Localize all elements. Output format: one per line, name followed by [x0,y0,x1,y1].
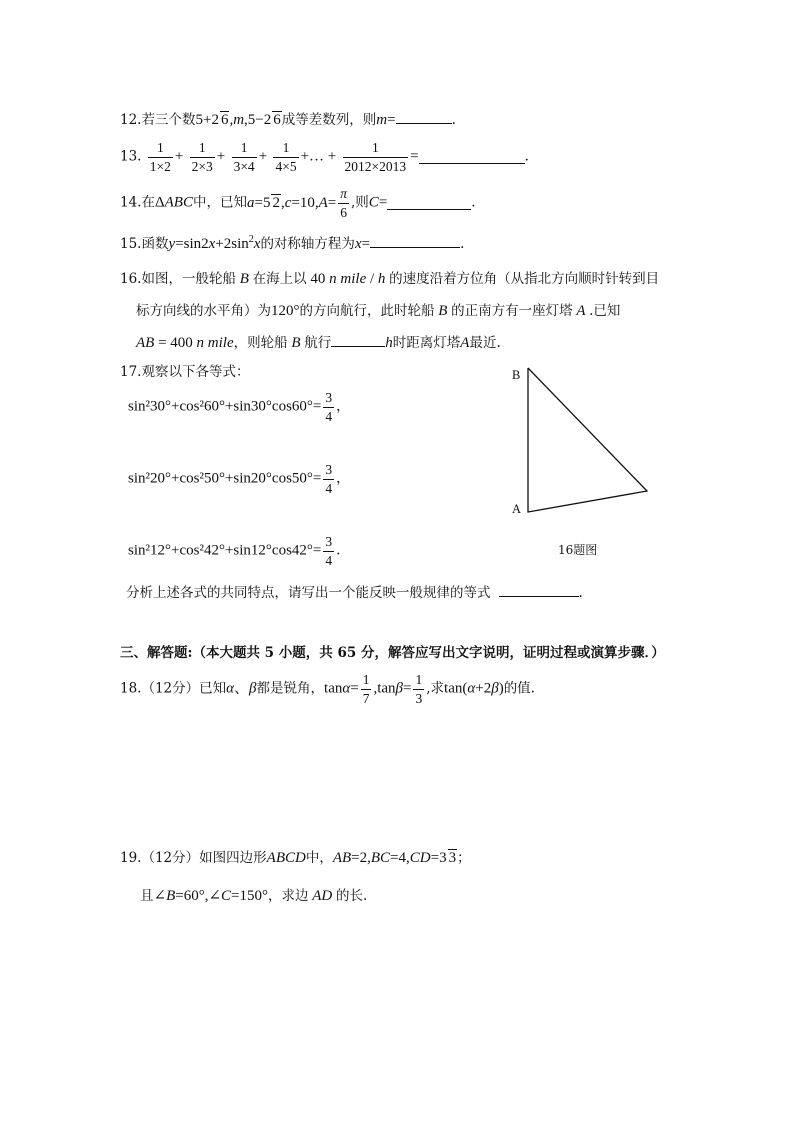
triangle-outline [528,368,647,512]
fraction: $\frac{3}{4}$ [325,534,333,568]
fraction: $\frac{1}{2012\times 2013}$ [344,140,407,174]
question-16-line-1: 16.如图，一般轮船 B 在海上以 40 n mile / h 的速度沿着方位角（从指北方向顺时针转到目 [120,271,660,287]
fraction: $\frac{3}{4}$ [325,462,333,496]
answer-blank[interactable] [387,197,471,210]
fraction: $\frac{1}{7}$ [362,672,370,706]
question-13: 13. $\frac{1}{1\times 2}$ + $\frac{1}{2\times 3}$ + $\frac{1}{3\times 4}$ + $\frac{1}{4\times 5}$ +… + $\frac{1}{2012\times 2013}$ = . [120,140,529,174]
answer-blank[interactable] [499,584,579,597]
question-18: 18.（12分）已知α、β都是锐角，tanα= $\frac{1}{7}$ ,tanβ= $\frac{1}{3}$ ,求tan(α+2β)的值. [120,672,535,706]
question-16-line-3: AB = 400 n mile，则轮船 B 航行 h时距离灯塔A最近. [136,335,501,351]
fraction: $\frac{\pi}{6}$ [340,186,347,220]
equation-3: sin²12°+cos²42°+sin12°cos42°= $\frac{3}{4}$ . [128,534,341,568]
answer-blank[interactable] [331,334,385,347]
fraction: $\frac{1}{3\times 4}$ [233,140,255,174]
answer-blank[interactable] [419,151,525,164]
vertex-label-b: B [512,368,521,382]
question-17-analysis: 分析上述各式的共同特点，请写出一个能反映一般规律的等式 . [126,585,583,601]
question-17-intro: 17.观察以下各等式： [120,364,250,380]
vertex-label-a: A [512,502,522,516]
fraction: $\frac{1}{3}$ [415,672,423,706]
question-16-line-2: 标方向线的水平角）为120°的方向航行，此时轮船 B 的正南方有一座灯塔 A .已知 [136,303,621,319]
question-12: 12.若三个数5+2 6,m,5−2 6成等差数列，则m= . [120,112,456,128]
fraction: $\frac{1}{1\times 2}$ [149,140,171,174]
triangle-figure [520,362,660,522]
equation-2: sin²20°+cos²50°+sin20°cos50°= $\frac{3}{4}$ ， [128,462,350,496]
equation-1: sin²30°+cos²60°+sin30°cos60°= $\frac{3}{4}$ ， [128,390,350,424]
fraction: $\frac{1}{2\times 3}$ [191,140,213,174]
math-expr: 5+2 6,m,5−2 6 [195,112,281,128]
question-19-line-1: 19.（12分）如图四边形ABCD中，AB=2,BC=4,CD=3 3； [120,850,471,866]
question-15: 15.函数$y=\sin 2x+2\sin^2x$的对称轴方程为x= . [120,234,465,252]
fraction: $\frac{1}{4\times 5}$ [275,140,297,174]
fraction: $\frac{3}{4}$ [325,390,333,424]
answer-blank[interactable] [396,111,452,124]
figure-caption: 16题图 [558,543,598,557]
answer-blank[interactable] [370,235,460,248]
section-3-heading: 三、解答题:（本大题共 5 小题，共 65 分，解答应写出文字说明，证明过程或演算步骤．） [120,645,665,661]
question-19-line-2: 且∠B=60°,∠C=150°，求边 AD 的长. [140,888,368,904]
question-14: 14.在ΔABC中，已知a=5 2,c=10,A= $\frac{\pi}{6}$ ,则C= . [120,186,476,220]
